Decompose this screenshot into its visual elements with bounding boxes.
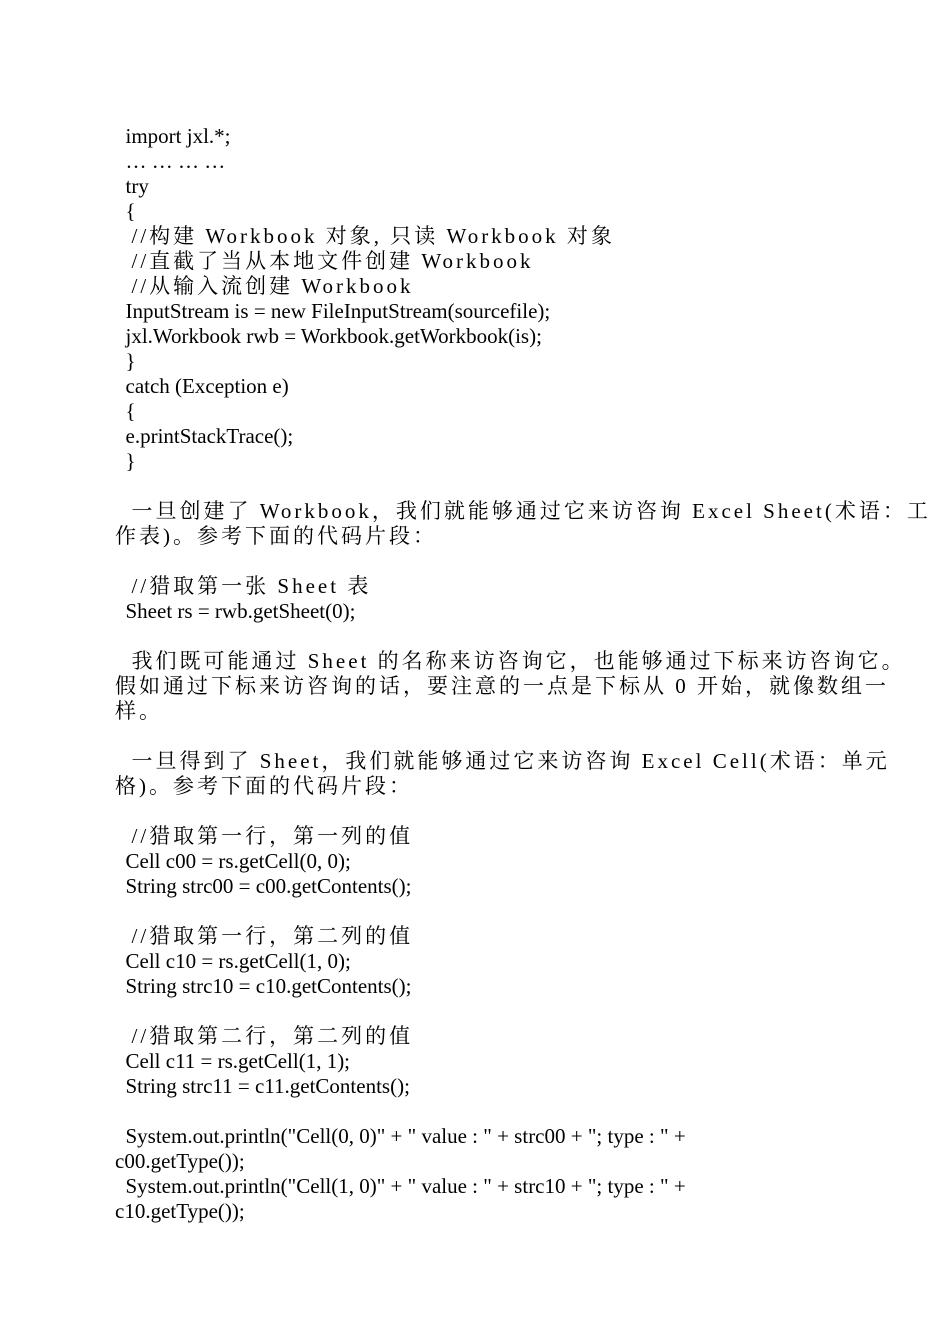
code-line: c10.getType());: [115, 1199, 245, 1223]
code-line: Cell c00 = rs.getCell(0, 0);: [115, 849, 351, 873]
code-line: Cell c10 = rs.getCell(1, 0);: [115, 949, 351, 973]
code-line: String strc10 = c10.getContents();: [115, 974, 412, 998]
paragraph-line: 作表)。参考下面的代码片段：: [115, 524, 437, 548]
code-line: {: [115, 399, 136, 423]
code-line: Cell c11 = rs.getCell(1, 1);: [115, 1049, 351, 1073]
code-line: jxl.Workbook rwb = Workbook.getWorkbook(is);: [115, 324, 542, 348]
code-line: import jxl.*;: [115, 124, 231, 148]
code-line: c00.getType());: [115, 1149, 245, 1173]
code-comment: //从输入流创建 Workbook: [115, 274, 414, 298]
code-comment: //猎取第一张 Sheet 表: [115, 574, 372, 598]
code-line: }: [115, 349, 136, 373]
paragraph-line: 样。: [115, 699, 163, 723]
paragraph-line: 我们既可能通过 Sheet 的名称来访咨询它，也能够通过下标来访咨询它。: [115, 649, 906, 673]
code-line: … … … …: [115, 149, 226, 173]
paragraph-line: 一旦创建了 Workbook，我们就能够通过它来访咨询 Excel Sheet(术语：工: [115, 499, 931, 523]
code-line: InputStream is = new FileInputStream(sourcefile);: [115, 299, 551, 323]
paragraph-line: 格)。参考下面的代码片段：: [115, 774, 413, 798]
code-line: e.printStackTrace();: [115, 424, 294, 448]
paragraph-line: 一旦得到了 Sheet，我们就能够通过它来访咨询 Excel Cell(术语：单元: [115, 749, 890, 773]
code-line: }: [115, 449, 136, 473]
code-comment: //猎取第二行，第二列的值: [115, 1024, 414, 1048]
code-comment: //直截了当从本地文件创建 Workbook: [115, 249, 534, 273]
code-line: String strc11 = c11.getContents();: [115, 1074, 410, 1098]
code-comment: //构建 Workbook 对象, 只读 Workbook 对象: [115, 224, 615, 248]
code-comment: //猎取第一行，第一列的值: [115, 824, 414, 848]
code-line: catch (Exception e): [115, 374, 289, 398]
code-line: Sheet rs = rwb.getSheet(0);: [115, 599, 356, 623]
code-line: {: [115, 199, 136, 223]
paragraph-line: 假如通过下标来访咨询的话，要注意的一点是下标从 0 开始，就像数组一: [115, 674, 889, 698]
code-line: String strc00 = c00.getContents();: [115, 874, 412, 898]
code-line: try: [115, 174, 149, 198]
code-comment: //猎取第一行，第二列的值: [115, 924, 414, 948]
code-line: System.out.println("Cell(1, 0)" + " value : " + strc10 + "; type : " +: [115, 1174, 686, 1198]
code-line: System.out.println("Cell(0, 0)" + " value : " + strc00 + "; type : " +: [115, 1124, 686, 1148]
